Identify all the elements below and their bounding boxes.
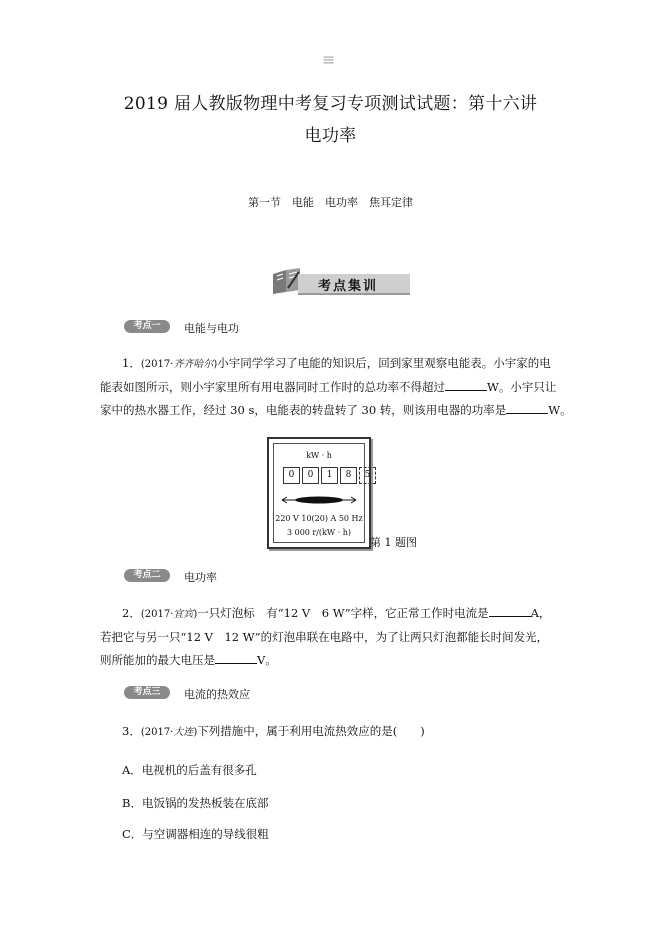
question-3 — [122, 720, 425, 744]
q1-blank-2[interactable] — [506, 402, 548, 414]
q1-line3b: W。 — [548, 403, 572, 417]
q3-stem: 下列措施中，属于利用电流热效应的是( ) — [197, 724, 425, 738]
q1-line2b: W。小宇只让 — [487, 380, 557, 394]
topic-tag-2: 考点二 — [124, 569, 170, 582]
meter-unit: kW · h — [306, 451, 332, 460]
q3-source-close: ) — [193, 727, 198, 738]
q2-line3a: 则所能加的最大电压是 — [100, 653, 215, 667]
page-title-line1: 2019 届人教版物理中考复习专项测试试题：第十六讲 — [123, 94, 538, 114]
q2-blank-2[interactable] — [215, 652, 257, 664]
meter-digit: 0 — [302, 467, 319, 484]
q1-line2a: 能表如图所示，则小宇家里所有用电器同时工作时的总功率不得超过 — [100, 380, 445, 394]
meter-rating: 220 V 10(20) A 50 Hz — [275, 514, 363, 523]
meter-digits — [283, 467, 378, 484]
q3-option-a[interactable]: A．电视机的后盖有很多孔 — [122, 763, 257, 777]
q2-line3b: V。 — [257, 653, 277, 667]
q3-number: 3． — [122, 724, 141, 738]
header-decor: ≡ — [322, 50, 336, 69]
q2-line2: 若把它与另一只“12 V 12 W”的灯泡串联在电路中，为了让两只灯泡都能长时间发光， — [100, 630, 549, 644]
page-title-line2: 电功率 — [304, 126, 357, 146]
q2-line1a: 一只灯泡标 有“12 V 6 W”字样，它正常工作时电流是 — [197, 606, 489, 620]
q2-source-close: ) — [193, 609, 198, 620]
meter-digit: 8 — [340, 467, 357, 484]
q2-line1b: A， — [530, 606, 551, 620]
question-1 — [100, 352, 572, 422]
meter-digit: 0 — [283, 467, 300, 484]
q2-year: (2017· — [140, 609, 174, 620]
meter-digit: 5 — [359, 467, 376, 484]
q3-option-b[interactable]: B．电饭锅的发热板装在底部 — [122, 796, 269, 810]
topic-title-2: 电功率 — [184, 571, 217, 584]
question-2 — [100, 602, 582, 672]
rotating-disc-icon — [274, 492, 364, 508]
q1-line1: 小宇同学学习了电能的知识后，回到家里观察电能表。小宇家的电 — [217, 356, 551, 370]
q3-source: 大连 — [173, 727, 194, 738]
topic-tag-1: 考点一 — [124, 320, 170, 333]
topic-tag-3: 考点三 — [124, 686, 170, 699]
topic-title-3: 电流的热效应 — [184, 688, 250, 701]
q2-number: 2． — [122, 606, 141, 620]
q2-blank-1[interactable] — [489, 605, 531, 617]
q1-blank-1[interactable] — [445, 379, 487, 391]
q3-option-c[interactable]: C．与空调器相连的导线很粗 — [122, 827, 269, 841]
q3-year: (2017· — [140, 727, 174, 738]
q1-source-close: ) — [213, 359, 218, 370]
meter-constant: 3 000 r/(kW · h) — [286, 528, 352, 537]
q1-line3a: 家中的热水器工作，经过 30 s，电能表的转盘转了 30 转，则该用电器的功率是 — [100, 403, 507, 417]
q1-source: 齐齐哈尔 — [173, 359, 214, 370]
figure-caption: 第 1 题图 — [370, 536, 417, 549]
meter-digit: 1 — [321, 467, 338, 484]
topic-title-1: 电能与电功 — [184, 322, 239, 335]
q2-source: 宜宾 — [173, 609, 194, 620]
exam-points-banner — [270, 266, 412, 296]
banner-label: 考点集训 — [318, 279, 379, 294]
section-heading: 第一节 电能 电功率 焦耳定律 — [248, 196, 413, 209]
q1-number: 1． — [122, 356, 141, 370]
q1-year: (2017· — [140, 359, 174, 370]
electric-meter-figure — [267, 437, 371, 549]
